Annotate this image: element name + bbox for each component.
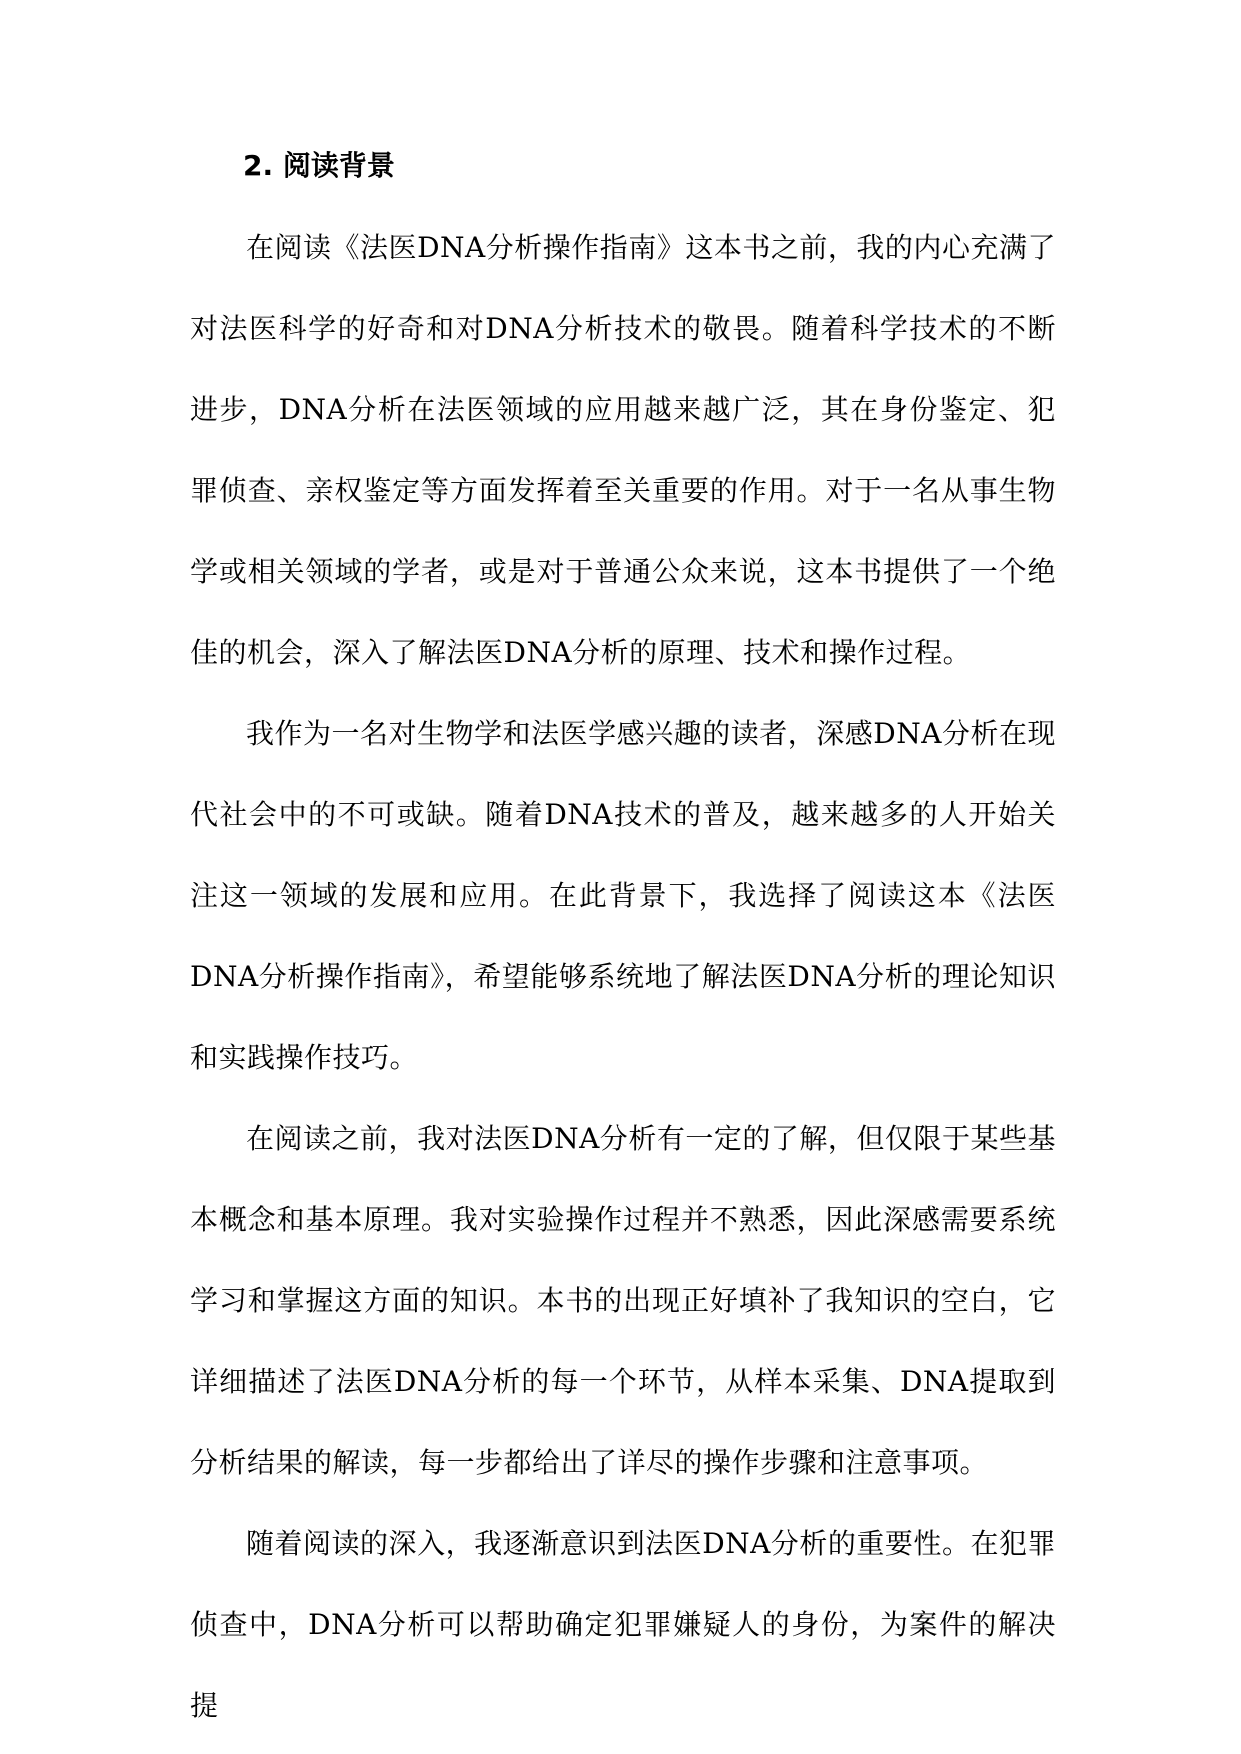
section-heading: 2. 阅读背景 — [243, 149, 395, 182]
paragraph-2: 我作为一名对生物学和法医学感兴趣的读者，深感DNA分析在现代社会中的不可或缺。随着DNA技术的普及，越来越多的人开始关注这一领域的发展和应用。在此背景下，我选择了阅读这本《法医DNA分析操作指南》，希望能够系统地了解法医DNA分析的理论知识和实践操作技巧。 — [190, 717, 1056, 1074]
paragraph-3: 在阅读之前，我对法医DNA分析有一定的了解，但仅限于某些基本概念和基本原理。我对实验操作过程并不熟悉，因此深感需要系统学习和掌握这方面的知识。本书的出现正好填补了我知识的空白，它详细描述了法医DNA分析的每一个环节，从样本采集、DNA提取到分析结果的解读，每一步都给出了详尽的操作步骤和注意事项。 — [190, 1122, 1056, 1479]
document-body — [190, 140, 1056, 1746]
paragraph-1: 在阅读《法医DNA分析操作指南》这本书之前，我的内心充满了对法医科学的好奇和对DNA分析技术的敬畏。随着科学技术的不断进步，DNA分析在法医领域的应用越来越广泛，其在身份鉴定、犯罪侦查、亲权鉴定等方面发挥着至关重要的作用。对于一名从事生物学或相关领域的学者，或是对于普通公众来说，这本书提供了一个绝佳的机会，深入了解法医DNA分析的原理、技术和操作过程。 — [190, 231, 1056, 669]
paragraph-4: 随着阅读的深入，我逐渐意识到法医DNA分析的重要性。在犯罪侦查中，DNA分析可以帮助确定犯罪嫌疑人的身份，为案件的解决提 — [190, 1527, 1056, 1722]
